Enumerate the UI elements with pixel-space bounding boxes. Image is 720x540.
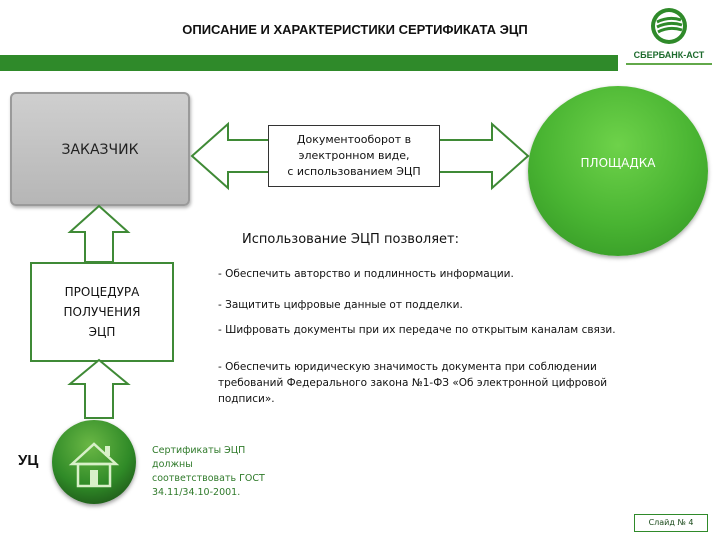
sberbank-logo-icon	[622, 4, 716, 50]
logo-underline	[626, 63, 712, 65]
allows-heading: Использование ЭЦП позволяет:	[242, 232, 460, 247]
allows-item-2: - Защитить цифровые данные от подделки.	[218, 299, 463, 311]
certification-center-circle	[52, 420, 136, 504]
allows-item-4: - Обеспечить юридическую значимость документа при соблюдении требований Федерального закона №1-ФЗ «Об электронной цифровой подписи».	[218, 361, 608, 405]
page-title: ОПИСАНИЕ И ХАРАКТЕРИСТИКИ СЕРТИФИКАТА ЭЦП	[182, 22, 528, 37]
arrow-up-to-customer	[66, 204, 132, 264]
customer-box	[10, 92, 190, 206]
logo-brand-text: СБЕРБАНК-АСТ	[633, 50, 705, 60]
document-flow-box: Документооборот в электронном виде, с использованием ЭЦП	[268, 125, 440, 187]
slide-number: Слайд № 4	[634, 514, 708, 532]
procedure-box: ПРОЦЕДУРА ПОЛУЧЕНИЯ ЭЦП	[30, 262, 174, 362]
platform-label: ПЛОЩАДКА	[580, 156, 656, 170]
gost-note: Сертификаты ЭЦП должны соответствовать ГОСТ 34.11/34.10-2001.	[152, 445, 265, 498]
arrow-up-to-procedure	[66, 358, 132, 420]
sberbank-ast-logo	[622, 4, 716, 70]
uc-label: УЦ	[18, 452, 39, 469]
allows-item-1: - Обеспечить авторство и подлинность информации.	[218, 268, 514, 280]
allows-item-3: - Шифровать документы при их передаче по открытым каналам связи.	[218, 324, 616, 336]
customer-label: ЗАКАЗЧИК	[61, 142, 139, 158]
header-bar	[0, 55, 618, 71]
house-icon	[52, 420, 136, 504]
platform-circle	[528, 86, 708, 256]
